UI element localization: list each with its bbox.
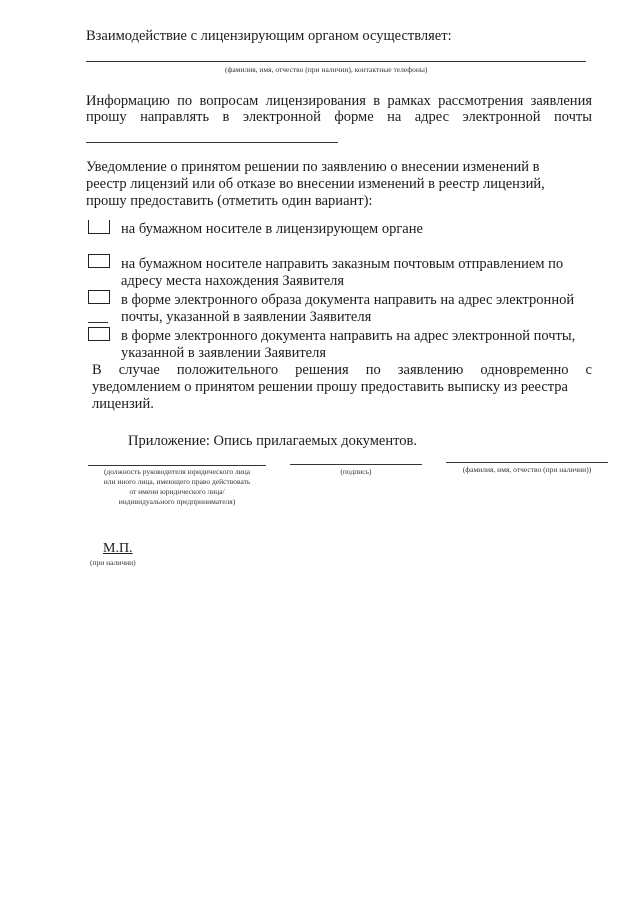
option-paper-office-checkbox[interactable] xyxy=(88,220,110,234)
notice-line-2: реестр лицензий или об отказе во внесении изменений в реестр лицензий, xyxy=(86,176,545,192)
position-caption-3: от имени юридического лица/ xyxy=(129,487,225,496)
stamp-caption: (при наличии) xyxy=(90,558,136,567)
option-e-doc-checkbox[interactable] xyxy=(88,327,110,341)
option-e-doc-label-1: в форме электронного документа направить на адрес электронной почты, xyxy=(121,328,576,344)
option-paper-mail-label-1: на бумажном носителе направить заказным почтовым отправлением по xyxy=(121,256,564,272)
position-caption-2: или иного лица, имеющего право действовать xyxy=(103,477,251,486)
position-line xyxy=(88,465,266,466)
positive-line-2: уведомлением о принятом решении прошу предоставить выписку из реестра xyxy=(92,379,568,395)
email-line xyxy=(86,142,338,143)
signature-caption: (подпись) xyxy=(340,467,372,476)
positive-line-3: лицензий. xyxy=(92,396,154,412)
option-e-image-checkbox[interactable] xyxy=(88,290,110,304)
option-paper-mail-checkbox[interactable] xyxy=(88,254,110,268)
attachment-line: Приложение: Опись прилагаемых документов. xyxy=(128,433,417,449)
contact-heading: Взаимодействие с лицензирующим органом осуществляет: xyxy=(86,28,452,44)
stamp-label: М.П. xyxy=(103,541,133,556)
option-paper-office-label: на бумажном носителе в лицензирующем органе xyxy=(121,221,423,237)
contact-caption: (фамилия, имя, отчество (при наличии), контактные телефоны) xyxy=(225,65,428,74)
full-name-caption: (фамилия, имя, отчество (при наличии)) xyxy=(462,465,592,474)
positive-line-1: В случае положительного решения по заявлению одновременно с xyxy=(92,362,592,378)
contact-line xyxy=(86,61,586,62)
position-caption-4: индивидуального предпринимателя) xyxy=(118,497,236,506)
info-line-2: прошу направлять в электронной форме на адрес электронной почты xyxy=(86,109,592,125)
notice-line-1: Уведомление о принятом решении по заявлению о внесении изменений в xyxy=(86,159,540,175)
option-e-doc-label-2: указанной в заявлении Заявителя xyxy=(121,345,327,361)
info-line-1: Информацию по вопросам лицензирования в рамках рассмотрения заявления xyxy=(86,93,592,109)
signature-line xyxy=(290,464,422,465)
option-e-image-label-1: в форме электронного образа документа направить на адрес электронной xyxy=(121,292,575,308)
option-paper-mail-label-2: адресу места нахождения Заявителя xyxy=(121,273,345,289)
full-name-line xyxy=(446,462,608,463)
position-caption-1: (должность руководителя юридического лица xyxy=(103,467,251,476)
option-e-image-label-2: почты, указанной в заявлении Заявителя xyxy=(121,309,372,325)
notice-line-3: прошу предоставить (отметить один вариант): xyxy=(86,193,373,209)
option-e-image-underline xyxy=(88,322,108,323)
